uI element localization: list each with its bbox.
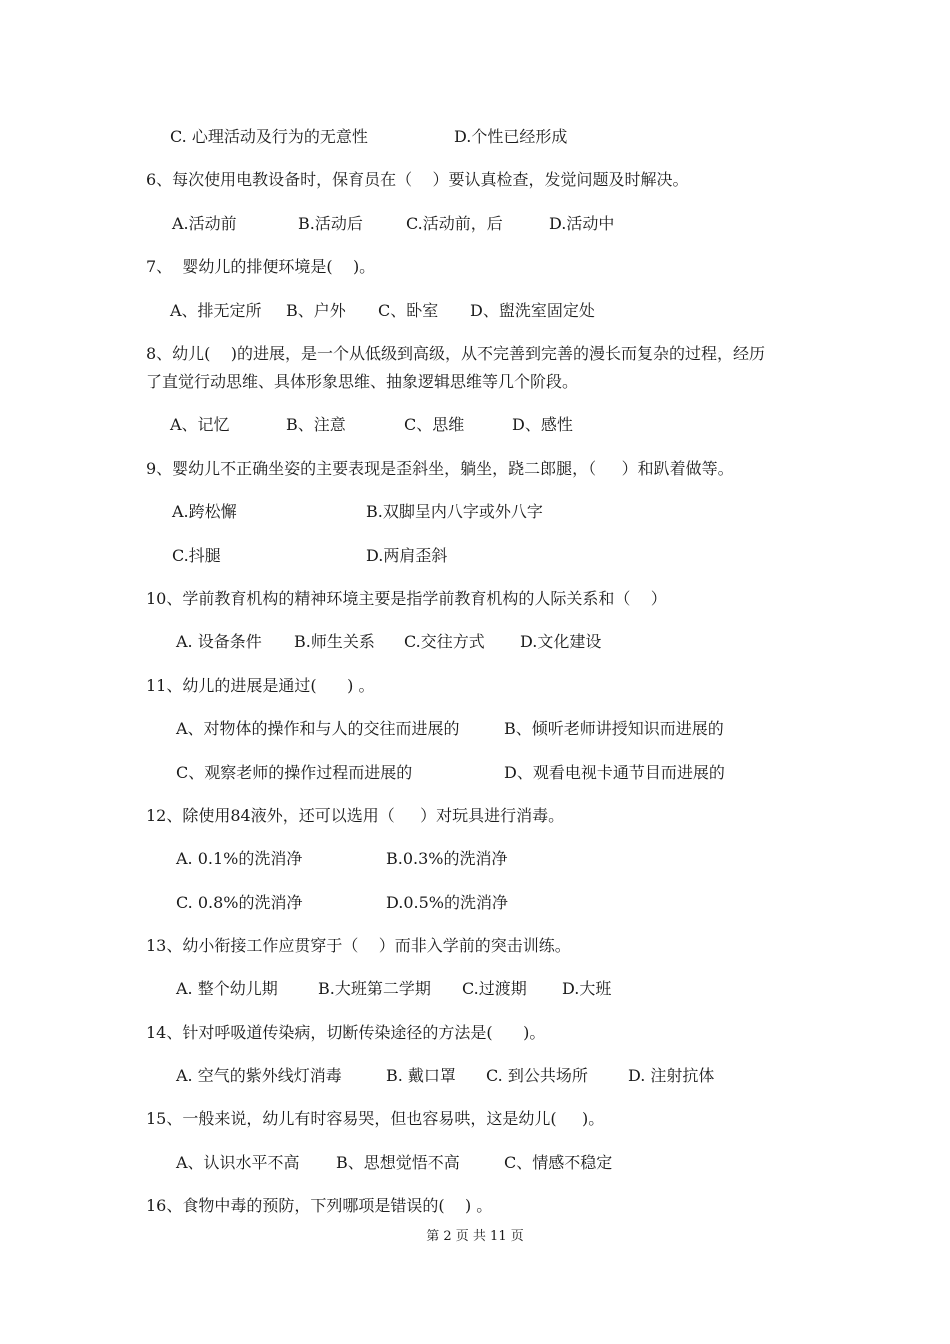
- q7-stem: 7、 婴幼儿的排便环境是( )。: [146, 257, 376, 276]
- q10-option-d: D.文化建设: [520, 632, 602, 651]
- q6-option-d: D.活动中: [549, 214, 615, 233]
- q6-stem: 6、每次使用电教设备时，保育员在（ ）要认真检查，发觉问题及时解决。: [146, 170, 689, 189]
- q13-option-c: C.过渡期: [462, 979, 527, 998]
- q8-stem-line2: 了直觉行动思维、具体形象思维、抽象逻辑思维等几个阶段。: [146, 372, 579, 391]
- q13-option-a: A. 整个幼儿期: [176, 979, 278, 998]
- q15-stem: 15、一般来说，幼儿有时容易哭，但也容易哄，这是幼儿( )。: [146, 1109, 605, 1128]
- q9-option-a: A.跨松懈: [172, 502, 237, 521]
- q11-option-c: C、观察老师的操作过程而进展的: [176, 763, 413, 782]
- q14-option-b: B. 戴口罩: [386, 1066, 456, 1085]
- q7-option-b: B、户外: [286, 301, 346, 320]
- q14-option-d: D. 注射抗体: [628, 1066, 715, 1085]
- q9-option-b: B.双脚呈内八字或外八字: [366, 502, 543, 521]
- q14-option-a: A. 空气的紫外线灯消毒: [176, 1066, 342, 1085]
- q15-option-a: A、认识水平不高: [176, 1153, 300, 1172]
- q8-option-c: C、思维: [404, 415, 465, 434]
- q9-option-d: D.两肩歪斜: [366, 546, 448, 565]
- q11-option-a: A、对物体的操作和与人的交往而进展的: [176, 719, 460, 738]
- q15-option-c: C、情感不稳定: [504, 1153, 613, 1172]
- q9-stem: 9、婴幼儿不正确坐姿的主要表现是歪斜坐，躺坐，跷二郎腿，（ ）和趴着做等。: [146, 459, 734, 478]
- q9-option-c: C.抖腿: [172, 546, 221, 565]
- q14-option-c: C. 到公共场所: [486, 1066, 588, 1085]
- q11-stem: 11、幼儿的进展是通过( ) 。: [146, 676, 375, 695]
- q12-stem: 12、除使用84液外，还可以选用（ ）对玩具进行消毒。: [146, 806, 565, 825]
- q10-option-c: C.交往方式: [404, 632, 485, 651]
- q8-option-d: D、感性: [512, 415, 573, 434]
- q8-stem-line1: 8、幼儿( )的进展，是一个从低级到高级，从不完善到完善的漫长而复杂的过程，经历: [146, 344, 766, 363]
- q14-stem: 14、针对呼吸道传染病，切断传染途径的方法是( )。: [146, 1023, 546, 1042]
- q10-option-b: B.师生关系: [294, 632, 375, 651]
- q8-option-b: B、注意: [286, 415, 346, 434]
- q16-stem: 16、食物中毒的预防，下列哪项是错误的( ) 。: [146, 1196, 493, 1215]
- q8-option-a: A、记忆: [170, 415, 230, 434]
- q13-stem: 13、幼小衔接工作应贯穿于（ ）而非入学前的突击训练。: [146, 936, 571, 955]
- q5-option-c: C. 心理活动及行为的无意性: [170, 127, 368, 146]
- q12-option-c: C. 0.8%的洗消净: [176, 893, 303, 912]
- q11-option-d: D、观看电视卡通节目而进展的: [504, 763, 725, 782]
- q13-option-b: B.大班第二学期: [318, 979, 431, 998]
- q12-option-d: D.0.5%的洗消净: [386, 893, 508, 912]
- q10-option-a: A. 设备条件: [176, 632, 262, 651]
- q5-option-d: D.个性已经形成: [454, 127, 568, 146]
- q12-option-a: A. 0.1%的洗消净: [176, 849, 303, 868]
- q11-option-b: B、倾听老师讲授知识而进展的: [504, 719, 724, 738]
- page-number-footer: 第 2 页 共 11 页: [426, 1229, 524, 1244]
- q7-option-a: A、排无定所: [170, 301, 262, 320]
- q6-option-c: C.活动前，后: [406, 214, 503, 233]
- q12-option-b: B.0.3%的洗消净: [386, 849, 508, 868]
- q13-option-d: D.大班: [562, 979, 612, 998]
- q7-option-d: D、盥洗室固定处: [470, 301, 595, 320]
- q6-option-b: B.活动后: [298, 214, 363, 233]
- q10-stem: 10、学前教育机构的精神环境主要是指学前教育机构的人际关系和（ ）: [146, 589, 667, 608]
- q6-option-a: A.活动前: [172, 214, 237, 233]
- q15-option-b: B、思想觉悟不高: [336, 1153, 460, 1172]
- q7-option-c: C、卧室: [378, 301, 439, 320]
